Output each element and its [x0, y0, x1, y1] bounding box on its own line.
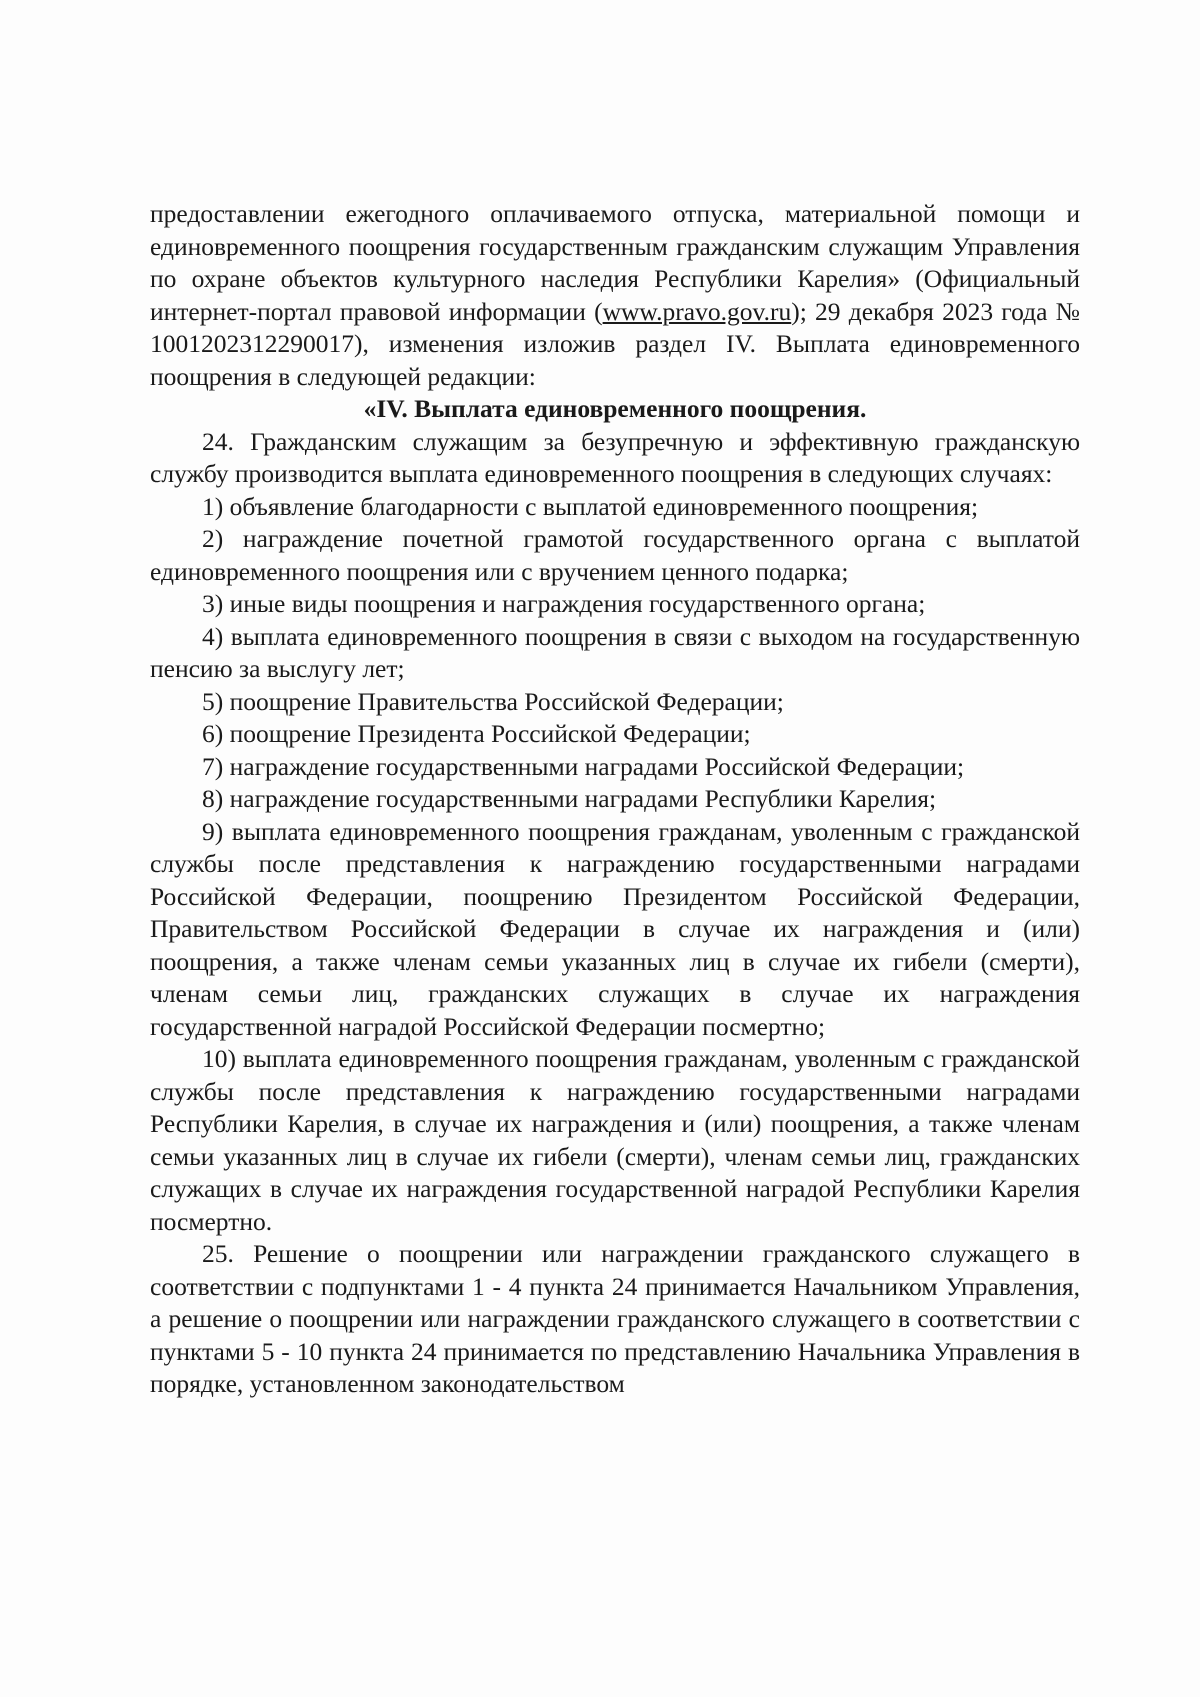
- paragraph-25: 25. Решение о поощрении или награждении гражданского служащего в соответствии с подпунктами 1 - 4 пункта 24 принимается Начальником Управления, а решение о поощрении или награждении гражданского служащего в соответствии с пунктами 5 - 10 пункта 24 принимается по представлению Начальника Управления в порядке, установленном законодательством: [150, 1239, 1080, 1398]
- list-item-6: 6) поощрение Президента Российской Федерации;: [202, 719, 751, 748]
- section-heading: «IV. Выплата единовременного поощрения.: [363, 394, 867, 423]
- intro-text-part2: ); 29 декабря 2023 года № 1001202312290017), изменения изложив раздел IV. Выплата единовременного поощрения в следующей редакции:: [150, 296, 1081, 391]
- intro-paragraph: [150, 198, 1080, 393]
- pravo-link[interactable]: www.pravo.gov.ru: [602, 296, 792, 326]
- document-body: [150, 198, 1080, 1401]
- list-item-5: 5) поощрение Правительства Российской Федерации;: [202, 686, 784, 716]
- paragraph-24: 24. Гражданским служащим за безупречную и эффективную гражданскую службу производится выплата единовременного поощрения в следующих случаях:: [150, 426, 1080, 488]
- list-item-8: 8) награждение государственными наградами Республики Карелия;: [202, 784, 937, 813]
- list-item-7: 7) награждение государственными наградами Российской Федерации;: [202, 751, 965, 781]
- list-item-4: 4) выплата единовременного поощрения в связи с выходом на государственную пенсию за выслугу лет;: [150, 621, 1080, 683]
- list-item-10: 10) выплата единовременного поощрения гражданам, уволенным с гражданской службы после представления к награждению государственными наградами Республики Карелия, в случае их награждения и (или) поощрения, а также членам семьи указанных лиц в случае их гибели (смерти), членам семьи лиц, гражданских служащих в случае их награждения государственной наградой Республики Карелия посмертно.: [150, 1044, 1080, 1236]
- list-item-9: 9) выплата единовременного поощрения гражданам, уволенным с гражданской службы после представления к награждению государственными наградами Российской Федерации, поощрению Президентом Российской Федерации, Правительством Российской Федерации в случае их награждения и (или) поощрения, а также членам семьи указанных лиц в случае их гибели (смерти), членам семьи лиц, гражданских служащих в случае их награждения государственной наградой Российской Федерации посмертно;: [150, 816, 1080, 1041]
- list-item-1: 1) объявление благодарности с выплатой единовременного поощрения;: [202, 491, 979, 521]
- list-item-2: 2) награждение почетной грамотой государственного органа с выплатой единовременного поощрения или с вручением ценного подарка;: [150, 524, 1080, 586]
- list-item-3: 3) иные виды поощрения и награждения государственного органа;: [202, 589, 926, 618]
- intro-text-part1: предоставлении ежегодного оплачиваемого отпуска, материальной помощи и единовременного поощрения государственным гражданским служащим Управления по охране объектов культурного наследия Республики Карелия» (Официальный интернет-портал правовой информации (: [150, 199, 1080, 326]
